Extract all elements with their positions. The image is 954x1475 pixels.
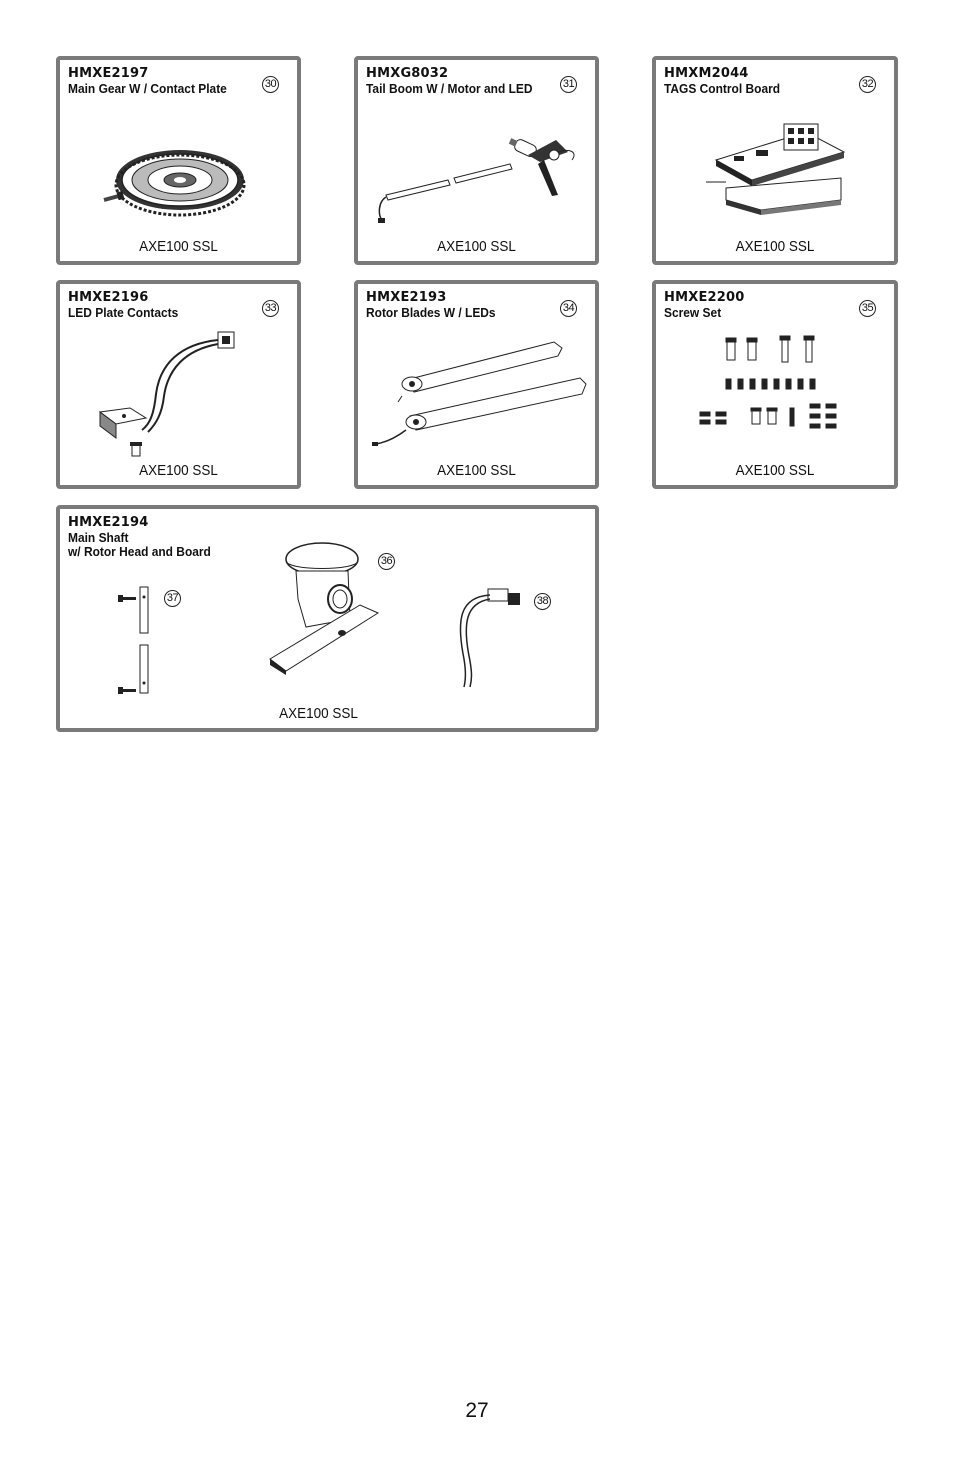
callout-number: 34 bbox=[560, 300, 577, 317]
part-card-hmxe2194 bbox=[56, 505, 599, 732]
part-card-hmxg8032 bbox=[354, 56, 599, 265]
part-code: HMXE2200 bbox=[664, 290, 745, 305]
part-name-line1: Main Shaft bbox=[68, 530, 129, 545]
part-card-hmxe2196 bbox=[56, 280, 301, 489]
part-name: TAGS Control Board bbox=[664, 81, 781, 96]
callout-number: 30 bbox=[262, 76, 279, 93]
model-label: AXE100 SSL bbox=[139, 462, 218, 479]
callout-number-board: 38 bbox=[534, 593, 551, 610]
part-code: HMXE2193 bbox=[366, 290, 447, 305]
part-code: HMXE2197 bbox=[68, 66, 149, 81]
part-name: Main Gear W / Contact Plate bbox=[68, 81, 227, 96]
part-card-hmxe2200 bbox=[652, 280, 898, 489]
part-name: LED Plate Contacts bbox=[68, 305, 179, 320]
callout-number-head: 36 bbox=[378, 553, 395, 570]
part-name: Tail Boom W / Motor and LED bbox=[366, 81, 533, 96]
callout-number: 31 bbox=[560, 76, 577, 93]
part-code: HMXE2194 bbox=[68, 515, 149, 530]
part-card-hmxe2193 bbox=[354, 280, 599, 489]
led-plate-illustration bbox=[60, 284, 297, 485]
model-label: AXE100 SSL bbox=[437, 462, 516, 479]
callout-number: 33 bbox=[262, 300, 279, 317]
part-name: Rotor Blades W / LEDs bbox=[366, 305, 496, 320]
model-label: AXE100 SSL bbox=[735, 462, 815, 479]
rotor-blades-illustration bbox=[358, 284, 595, 485]
model-label: AXE100 SSL bbox=[139, 238, 218, 255]
page-number: 27 bbox=[465, 1399, 489, 1422]
screw-set-illustration bbox=[656, 284, 894, 485]
part-name-line2: w/ Rotor Head and Board bbox=[68, 544, 211, 559]
callout-number: 32 bbox=[859, 76, 876, 93]
part-code: HMXE2196 bbox=[68, 290, 149, 305]
model-label: AXE100 SSL bbox=[437, 238, 516, 255]
callout-number-shaft: 37 bbox=[164, 590, 181, 607]
part-name: Screw Set bbox=[664, 305, 722, 320]
part-code: HMXG8032 bbox=[366, 66, 449, 81]
main-gear-illustration bbox=[60, 60, 297, 261]
tail-boom-illustration bbox=[358, 60, 595, 261]
sensor-board-illustration bbox=[60, 509, 595, 728]
part-card-hmxe2197 bbox=[56, 56, 301, 265]
part-card-hmxm2044 bbox=[652, 56, 898, 265]
model-label: AXE100 SSL bbox=[279, 705, 358, 722]
callout-number: 35 bbox=[859, 300, 876, 317]
control-board-illustration bbox=[656, 60, 894, 261]
model-label: AXE100 SSL bbox=[735, 238, 815, 255]
part-code: HMXM2044 bbox=[664, 66, 749, 81]
